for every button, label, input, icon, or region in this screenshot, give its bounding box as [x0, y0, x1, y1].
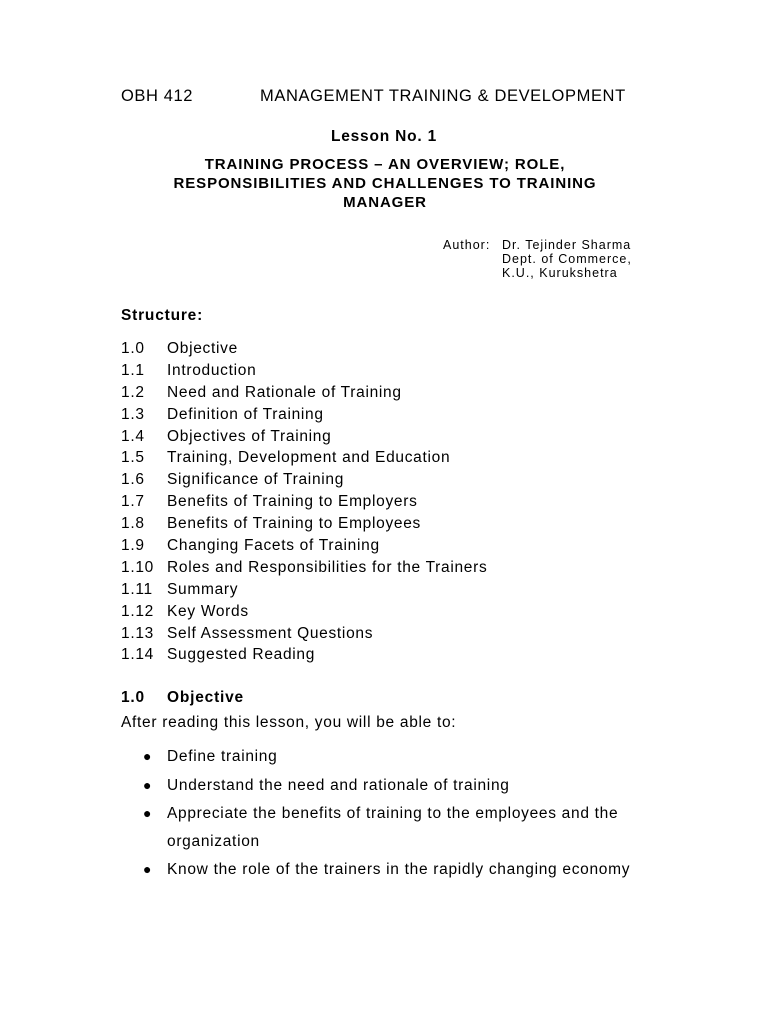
structure-item-title: Benefits of Training to Employers — [167, 493, 418, 511]
structure-item — [121, 513, 487, 535]
structure-item — [121, 404, 487, 426]
structure-item — [121, 579, 487, 601]
structure-item-title: Suggested Reading — [167, 646, 316, 664]
objective-heading-number: 1.0 — [121, 689, 145, 706]
objective-bullet — [121, 743, 661, 771]
structure-item-title: Benefits of Training to Employees — [167, 515, 422, 533]
structure-item — [121, 557, 487, 579]
structure-item-number: 1.5 — [121, 449, 145, 467]
objective-intro: After reading this lesson, you will be able to: — [121, 714, 457, 731]
structure-item-title: Training, Development and Education — [167, 449, 451, 467]
objective-heading-title: Objective — [167, 689, 244, 706]
structure-item-number: 1.11 — [121, 580, 153, 598]
structure-item — [121, 338, 487, 360]
bullet-dot-icon: ● — [143, 748, 153, 764]
structure-item-title: Introduction — [167, 361, 257, 379]
structure-item — [121, 360, 487, 382]
structure-item-title: Significance of Training — [167, 471, 345, 489]
objective-bullet — [121, 800, 661, 855]
structure-item-number: 1.10 — [121, 558, 154, 576]
structure-item — [121, 447, 487, 469]
objective-bullet — [121, 772, 661, 800]
structure-item-title: Self Assessment Questions — [167, 624, 374, 642]
structure-item-title: Changing Facets of Training — [167, 537, 380, 555]
lesson-title: TRAINING PROCESS – AN OVERVIEW; ROLE, RESPONSIBILITIES AND CHALLENGES TO TRAINING MANAGER — [173, 156, 597, 211]
structure-item — [121, 601, 487, 623]
structure-item-number: 1.14 — [121, 646, 154, 664]
author-block — [443, 238, 632, 280]
bullet-dot-icon: ● — [143, 861, 153, 877]
structure-item-title: Need and Rationale of Training — [167, 383, 402, 401]
structure-item-number: 1.4 — [121, 427, 145, 445]
structure-item-number: 1.1 — [121, 361, 145, 379]
objective-bullet — [121, 856, 661, 884]
structure-item — [121, 623, 487, 645]
structure-item-number: 1.12 — [121, 602, 154, 620]
author-line — [443, 238, 632, 252]
author-label: Author: — [443, 238, 491, 252]
structure-heading: Structure: — [121, 307, 204, 324]
structure-item-title: Roles and Responsibilities for the Trainers — [167, 558, 488, 576]
structure-item-number: 1.2 — [121, 383, 145, 401]
structure-item-title: Objective — [167, 340, 238, 357]
bullet-dot-icon: ● — [143, 776, 153, 793]
structure-item — [121, 491, 487, 513]
structure-item-number: 1.8 — [121, 515, 145, 533]
objective-bullet-text: Understand the need and rationale of training — [167, 776, 510, 794]
structure-item-number: 1.13 — [121, 624, 154, 642]
structure-item-title: Definition of Training — [167, 405, 324, 423]
structure-item-number: 1.7 — [121, 493, 145, 511]
structure-item-title: Summary — [167, 580, 239, 598]
objective-bullet-text: Appreciate the benefits of training to the employees and the organization — [167, 805, 619, 850]
course-code: OBH 412 — [121, 87, 194, 105]
author-dept: Dept. of Commerce, — [502, 252, 632, 266]
structure-item — [121, 644, 487, 666]
lesson-number: Lesson No. 1 — [330, 128, 438, 145]
objective-bullet-text: Know the role of the trainers in the rapidly changing economy — [167, 861, 631, 878]
structure-item — [121, 382, 487, 404]
objective-bullet-text: Define training — [167, 748, 278, 765]
structure-item-number: 1.6 — [121, 471, 145, 489]
structure-item — [121, 469, 487, 491]
bullet-dot-icon: ● — [143, 805, 153, 821]
course-title: MANAGEMENT TRAINING & DEVELOPMENT — [260, 87, 626, 105]
course-header — [121, 87, 626, 106]
author-name: Dr. Tejinder Sharma — [502, 238, 632, 252]
structure-item-number: 1.3 — [121, 405, 145, 423]
structure-item-title: Objectives of Training — [167, 427, 332, 445]
structure-item — [121, 426, 487, 448]
objective-heading — [121, 689, 244, 707]
structure-item-title: Key Words — [167, 602, 249, 620]
objective-bullet-list — [121, 743, 661, 885]
author-institution: K.U., Kurukshetra — [502, 266, 618, 280]
structure-item-number: 1.9 — [121, 537, 145, 555]
structure-item — [121, 535, 487, 557]
structure-list — [121, 338, 487, 666]
structure-item-number: 1.0 — [121, 340, 145, 357]
